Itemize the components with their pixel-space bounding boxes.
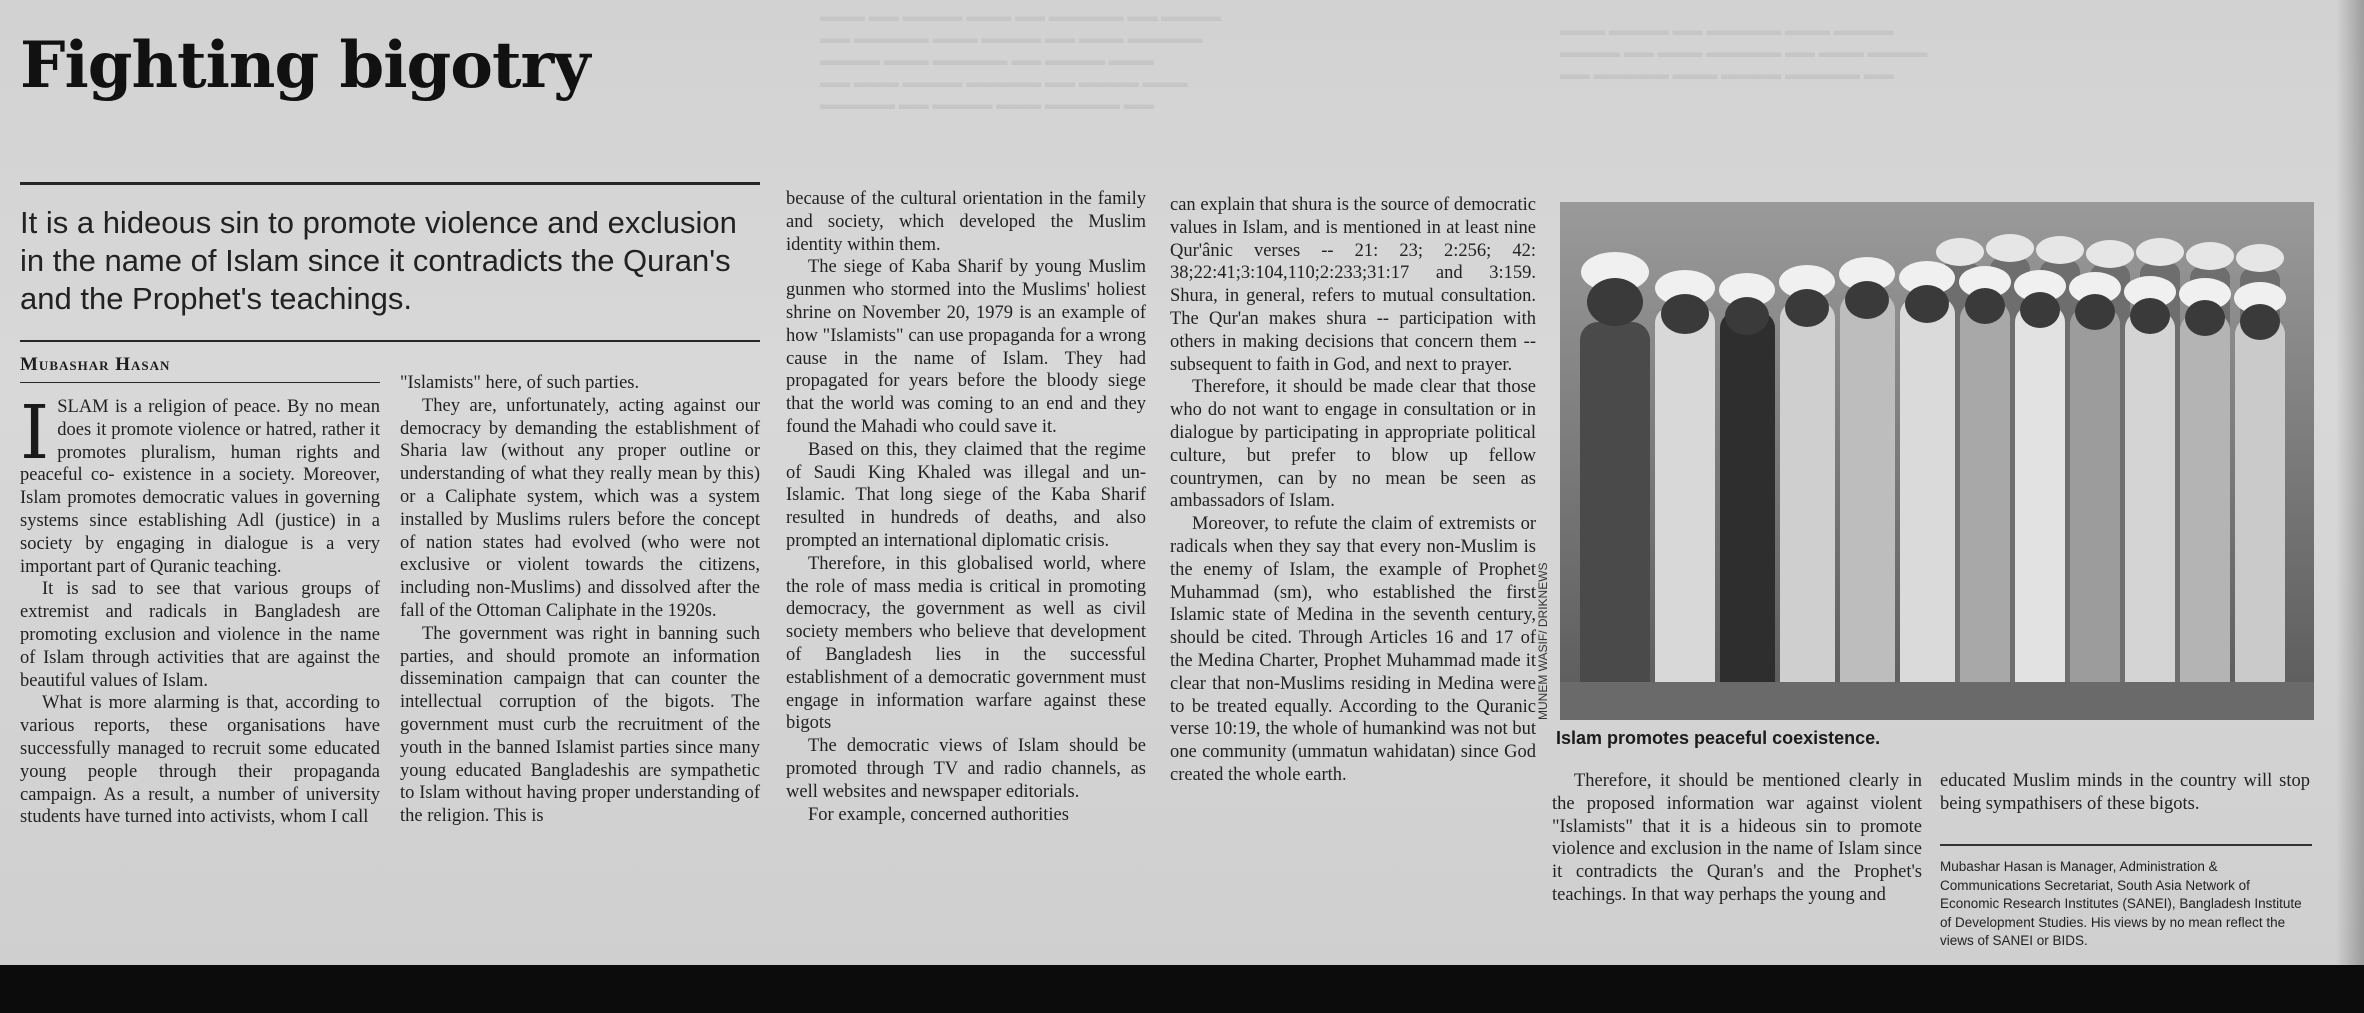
scan-background: [0, 965, 2364, 1013]
col6-paragraph: educated Muslim minds in the country will stop being sympathisers of these bigots.: [1940, 771, 2310, 814]
photo-caption: Islam promotes peaceful coexistence.: [1556, 728, 1881, 748]
column-3: [786, 188, 1146, 826]
deck: It is a hideous sin to promote violence and exclusion in the name of Islam since it contradicts the Quran's and the Prophet's teachings.: [20, 205, 737, 316]
col3-paragraph: Therefore, in this globalised world, where the role of mass media is critical in promoting democracy, the government as well as civil society members who believe that development of Bangladesh lies in the successful establishment of a democratic government must engage in information warfare against these bigots: [786, 553, 1146, 734]
right-edge-shadow: [2336, 0, 2364, 965]
col3-paragraph: because of the cultural orientation in the family and society, which developed the Muslim identity within them.: [786, 189, 1146, 255]
bleed-through-decoration-right: ▬▬▬ ▬▬▬▬ ▬▬ ▬▬▬▬▬ ▬▬▬ ▬▬▬▬ ▬▬▬▬ ▬▬ ▬▬▬ ▬▬▬▬▬ ▬▬ ▬▬▬ ▬▬▬▬ ▬▬ ▬▬▬▬▬ ▬▬▬ ▬▬▬▬ ▬▬▬▬▬ ▬▬: [1560, 23, 1928, 83]
col1-paragraph: It is sad to see that various groups of extremist and radicals in Bangladesh are promoting exclusion and violence in the name of Islam through activities that are against the beautiful values of Islam.: [20, 579, 380, 691]
column-4: [1170, 194, 1536, 787]
deck-top-rule: [20, 182, 760, 185]
col4-paragraph: Moreover, to refute the claim of extremists or radicals when they say that every non-Muslim is the enemy of Islam, the example of Prophet Muhammad (sm), who established the first Islamic state of Medina in the seventh century, should be cited. Through Articles 16 and 17 of the Medina Charter, Prophet Muhammad made it clear that non-Muslims residing in Medina were to be treated equally. According to the Quranic verse 10:19, the whole of humankind was not but one community (ummatun wahidatan) since God created the whole earth.: [1170, 514, 1536, 785]
col3-paragraph: The siege of Kaba Sharif by young Muslim gunmen who stormed into the Muslims' holiest shrine on November 20, 1979 is an example of how "Islamists" can use propaganda for a wrong cause in the name of Islam. They had propagated for years before the bloody siege that the world was coming to an end and they found the Mahadi who could save it.: [786, 257, 1146, 437]
col3-paragraph: For example, concerned authorities: [808, 804, 1069, 825]
column-1: [20, 390, 380, 829]
column-5: [1552, 770, 1922, 907]
col2-paragraph: "Islamists" here, of such parties.: [400, 373, 640, 393]
bio-rule: [1940, 844, 2312, 846]
photo-credit: MUNEM WASIF/ DRIKNEWS: [1536, 562, 1550, 720]
author-bio: Mubashar Hasan is Manager, Administration & Communications Secretariat, South Asia Network of Economic Research Institutes (SANEI), Bangladesh Institute of Development Studies. His views by no mean reflect the views of SANEI or BIDS.: [1940, 859, 2302, 948]
col4-paragraph: can explain that shura is the source of democratic values in Islam, and is mentioned in at least nine Qur'ânic verses -- 21: 23; 2:256; 42: 38;22:41;3:104,110;2:233;31:17 and 3:159. Shura, in general, refers to mutual consultation. The Qur'an makes shura -- participation with others in making decisions that concern them -- subsequent to faith in God, and next to prayer.: [1170, 195, 1536, 375]
column-2: [400, 372, 760, 828]
article-photo: [1560, 202, 2314, 720]
col2-paragraph: They are, unfortunately, acting against our democracy by demanding the establishment of Sharia law (without any proper outline or understanding of what they really mean by this) or a Caliphate system, which was a system installed by Muslims rulers before the concept of nation states had evolved (who were not exclusive or violent towards the citizens, including non-Muslims) and dissolved after the fall of the Ottoman Caliphate in the 1920s.: [400, 395, 760, 621]
col5-paragraph: Therefore, it should be mentioned clearly in the proposed information war against violent "Islamists" that it is a hideous sin to promote violence and exclusion in the name of Islam since it contradicts the Quran's and the Prophet's teachings. In that way perhaps the young and: [1552, 771, 1922, 905]
byline-rule: [20, 382, 380, 383]
col3-paragraph: Based on this, they claimed that the regime of Saudi King Khaled was illegal and un-Islamic. That long siege of the Kaba Sharif resulted in hundreds of deaths, and also prompted an international diplomatic crisis.: [786, 439, 1146, 551]
col4-paragraph: Therefore, it should be made clear that those who do not want to engage in consultation or in dialogue by participating in appropriate political culture, but prefer to blow up fellow countrymen, can by no mean be seen as ambassadors of Islam.: [1170, 377, 1536, 512]
col1-paragraph: What is more alarming is that, according to various reports, these organisations have successfully managed to recruit some educated young people through their propaganda campaign. As a result, a number of university students have turned into activists, whom I call: [20, 693, 380, 828]
headline: Fighting bigotry: [20, 28, 590, 103]
col2-paragraph: The government was right in banning such parties, and should promote an information dissemination campaign that can counter the intellectual corruption of the bigots. The government must curb the recruitment of the youth in the banned Islamist parties since many young educated Bangladeshis are sympathetic to Islam without having proper understanding of the religion. This is: [400, 623, 760, 827]
col3-paragraph: The democratic views of Islam should be promoted through TV and radio channels, as well websites and newspaper editorials.: [786, 736, 1146, 802]
col1-paragraph: SLAM is a religion of peace. By no mean does it promote violence or hatred, rather it promotes pluralism, human rights and peaceful co- existence in a society. Moreover, Islam promotes democratic values in governing systems since establishing Adl (justice) in a society by engaging in dialogue is a very important part of Quranic teaching.: [20, 397, 380, 577]
bleed-through-decoration: ▬▬▬ ▬▬ ▬▬▬▬ ▬▬▬ ▬▬ ▬▬▬▬▬ ▬▬ ▬▬▬▬ ▬▬ ▬▬▬▬▬ ▬▬▬ ▬▬▬▬ ▬▬ ▬▬▬ ▬▬▬▬▬ ▬▬▬▬ ▬▬▬ ▬▬▬▬▬ ▬▬ ▬▬▬▬ ▬▬▬ ▬▬ ▬▬▬ ▬▬▬▬ ▬▬▬▬▬ ▬▬ ▬▬▬▬ ▬▬▬ ▬▬▬▬▬ ▬▬ ▬▬▬▬ ▬▬▬ ▬▬▬▬▬ ▬▬: [820, 9, 1222, 113]
byline: Mubashar Hasan: [20, 354, 171, 375]
deck-bottom-rule: [20, 340, 760, 342]
column-6: [1940, 770, 2310, 816]
praying-men-photo: [1560, 202, 2314, 720]
dropcap: I: [20, 390, 50, 476]
